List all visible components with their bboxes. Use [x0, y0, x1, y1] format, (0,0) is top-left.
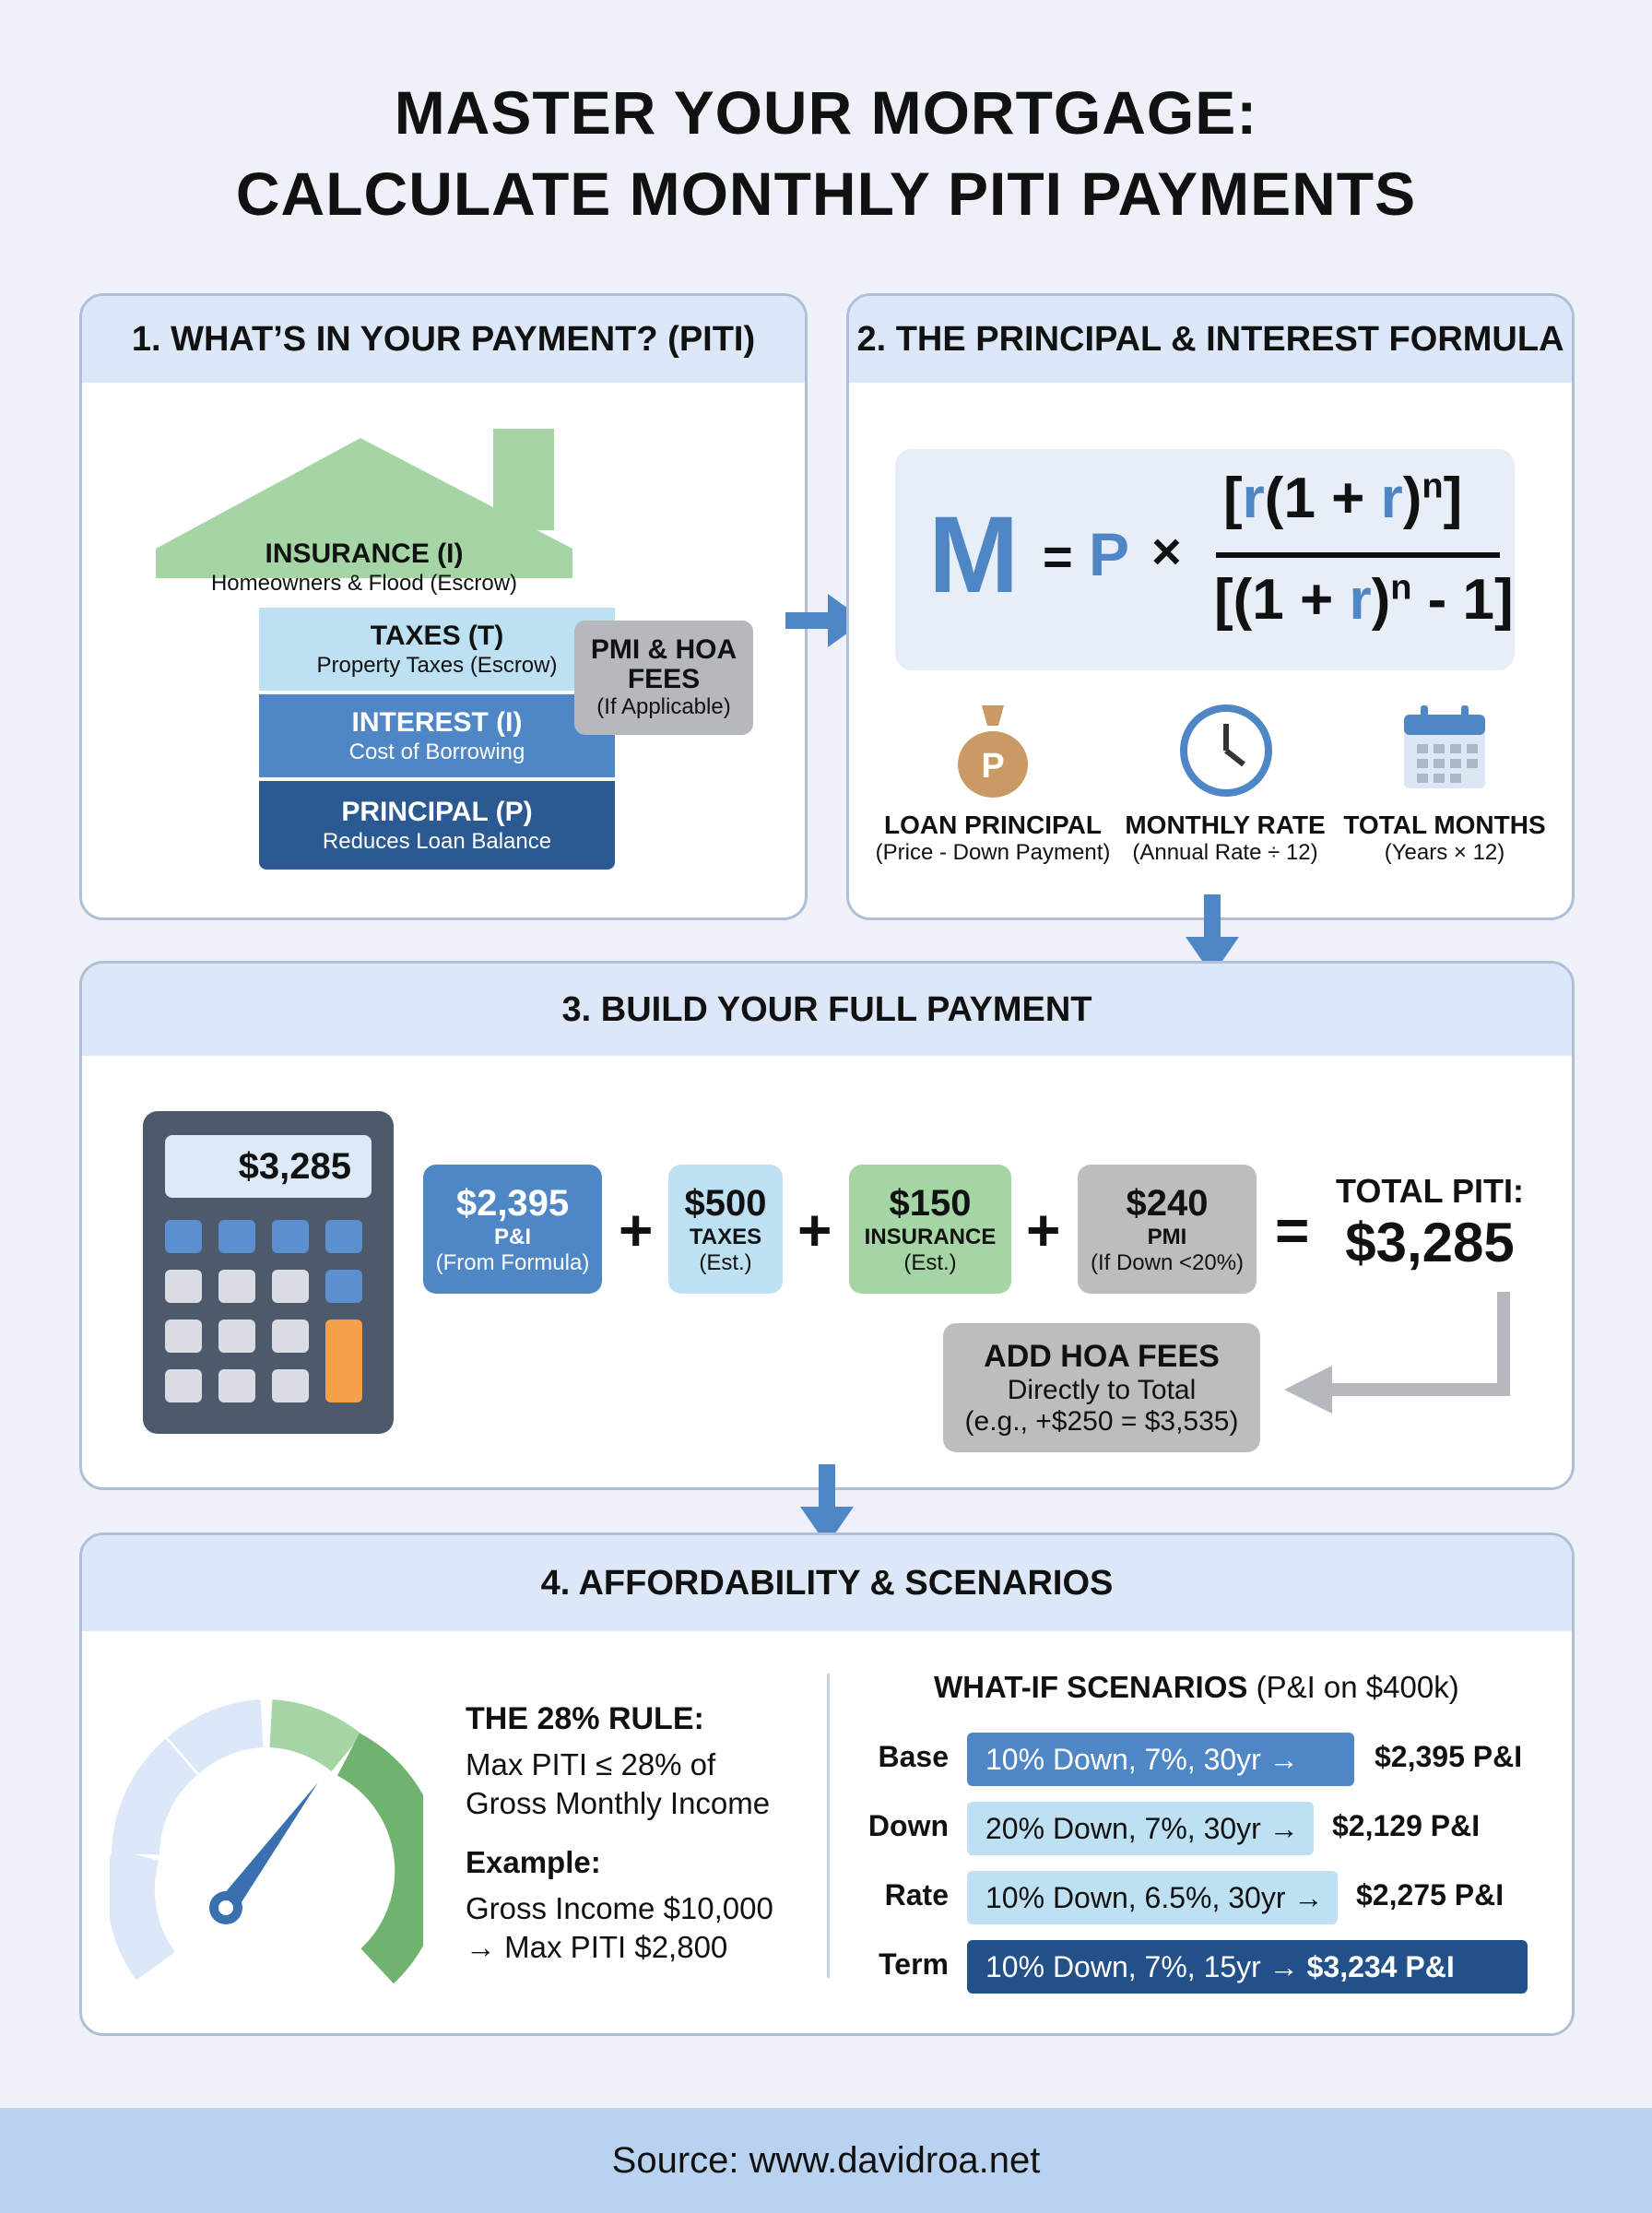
- clock-icon: [1177, 702, 1275, 799]
- pmi-hoa-sub: (If Applicable): [596, 694, 731, 719]
- layer-taxes-sub: Property Taxes (Escrow): [316, 653, 558, 678]
- layer-insurance-heading: INSURANCE (I): [265, 538, 464, 569]
- formula-fraction-bar: [1216, 552, 1500, 558]
- scenario-base-value: $2,395 P&I: [1375, 1740, 1523, 1773]
- layer-insurance-sub: Homeowners & Flood (Escrow): [210, 571, 518, 596]
- equals-sign: =: [1275, 1197, 1310, 1263]
- layer-principal: [259, 781, 615, 870]
- scenarios-heading: WHAT-IF SCENARIOS (P&I on $400k): [934, 1670, 1459, 1704]
- total-piti: [1319, 1172, 1540, 1274]
- section-piti-components: [79, 293, 808, 920]
- component-pi-note: (From Formula): [435, 1249, 590, 1275]
- section-formula: [846, 293, 1575, 920]
- formula-equals: =: [1043, 527, 1073, 586]
- section2-title: 2. THE PRINCIPAL & INTEREST FORMULA: [849, 296, 1572, 383]
- calculator-icon: [143, 1111, 394, 1434]
- component-taxes-label: TAXES: [689, 1224, 762, 1249]
- scenario-down-value: $2,129 P&I: [1332, 1809, 1481, 1842]
- scenario-term-desc: 10% Down, 7%, 15yr →: [985, 1949, 1299, 1983]
- example-line1: Gross Income $10,000: [466, 1891, 773, 1925]
- total-piti-label: TOTAL PITI:: [1336, 1172, 1524, 1210]
- formula-times: ×: [1151, 522, 1182, 580]
- layer-insurance: [134, 534, 595, 600]
- example-title: Example:: [466, 1845, 601, 1879]
- example-text: [466, 1889, 773, 1967]
- scenario-down-label: Down: [867, 1809, 949, 1842]
- rule-title: THE 28% RULE:: [466, 1701, 704, 1736]
- section1-title: 1. WHAT’S IN YOUR PAYMENT? (PITI): [82, 296, 805, 383]
- total-piti-value: $3,285: [1345, 1212, 1515, 1273]
- layer-principal-heading: PRINCIPAL (P): [341, 797, 533, 827]
- hoa-fees-box: [943, 1323, 1260, 1452]
- hoa-line2: (e.g., +$250 = $3,535): [964, 1405, 1239, 1437]
- page-title-line1: MASTER YOUR MORTGAGE:: [394, 78, 1258, 147]
- layer-interest-sub: Cost of Borrowing: [348, 740, 525, 764]
- scenario-rate-bar: 10% Down, 6.5%, 30yr →: [967, 1871, 1338, 1924]
- scenario-rate-label: Rate: [884, 1878, 949, 1911]
- component-insurance: [849, 1165, 1011, 1294]
- footer-source: Source: www.davidroa.net: [0, 2108, 1652, 2213]
- svg-text:P: P: [981, 747, 1005, 786]
- scenario-base-bar: 10% Down, 7%, 30yr →: [967, 1733, 1354, 1786]
- component-pmi-label: PMI: [1147, 1224, 1187, 1249]
- icon-label-loan-principal: LOAN PRINCIPAL (Price - Down Payment): [875, 811, 1111, 865]
- formula-denominator: $[(1 + r)^n - 1]$: [1214, 568, 1514, 632]
- scenario-base-label: Base: [878, 1740, 949, 1773]
- hoa-line1: Directly to Total: [1007, 1374, 1197, 1405]
- component-pi-value: $2,395: [455, 1182, 570, 1224]
- hoa-heading: ADD HOA FEES: [984, 1338, 1220, 1374]
- pmi-hoa-fees-box: [574, 621, 753, 735]
- divider: [827, 1674, 830, 1978]
- return-arrow-icon: [1262, 1288, 1539, 1445]
- icon-label-monthly-rate: MONTHLY RATE (Annual Rate ÷ 12): [1125, 811, 1326, 865]
- component-taxes: [668, 1165, 783, 1294]
- component-taxes-value: $500: [684, 1182, 767, 1224]
- component-pi-label: P&I: [493, 1224, 531, 1249]
- section4-title: 4. AFFORDABILITY & SCENARIOS: [82, 1535, 1572, 1631]
- layer-principal-sub: Reduces Loan Balance: [322, 829, 552, 854]
- formula-box: [895, 449, 1515, 670]
- formula-m: M: [928, 494, 1020, 616]
- formula-p: P: [1089, 520, 1130, 588]
- formula-numerator: $[r(1 + r)^n]$: [1223, 467, 1463, 530]
- section-full-payment: [79, 961, 1575, 1490]
- plus-sign: +: [797, 1197, 832, 1263]
- calendar-icon: [1398, 702, 1491, 794]
- rule-line1: Max PITI ≤ 28% of: [466, 1747, 716, 1781]
- icon-label-total-months: TOTAL MONTHS (Years × 12): [1343, 811, 1546, 865]
- scenario-term-bar: [967, 1940, 1528, 1994]
- gauge-icon: [110, 1698, 423, 2011]
- example-line2: → Max PITI $2,800: [466, 1930, 728, 1964]
- pmi-hoa-line2: FEES: [627, 664, 701, 694]
- section-affordability: [79, 1533, 1575, 2036]
- layer-interest-heading: INTEREST (I): [351, 707, 523, 738]
- money-bag-icon: [947, 700, 1039, 801]
- calculator-display: $3,285: [165, 1135, 372, 1198]
- plus-sign: +: [1026, 1197, 1061, 1263]
- page-title-line2: CALCULATE MONTHLY PITI PAYMENTS: [235, 160, 1417, 228]
- rule-text: [466, 1746, 770, 1823]
- scenario-term-value: $3,234 P&I: [1306, 1949, 1455, 1983]
- component-insurance-value: $150: [889, 1182, 972, 1224]
- scenario-down-bar: 20% Down, 7%, 30yr →: [967, 1802, 1314, 1855]
- component-pmi-note: (If Down <20%): [1090, 1249, 1245, 1275]
- plus-sign: +: [619, 1197, 654, 1263]
- component-insurance-label: INSURANCE: [864, 1224, 997, 1249]
- component-pmi: [1078, 1165, 1257, 1294]
- pmi-hoa-line1: PMI & HOA: [590, 634, 738, 665]
- component-taxes-note: (Est.): [699, 1249, 752, 1275]
- component-pi: [423, 1165, 602, 1294]
- component-insurance-note: (Est.): [903, 1249, 957, 1275]
- section3-title: 3. BUILD YOUR FULL PAYMENT: [82, 964, 1572, 1056]
- layer-taxes-heading: TAXES (T): [370, 621, 504, 651]
- rule-line2: Gross Monthly Income: [466, 1786, 771, 1820]
- scenario-term-label: Term: [879, 1947, 949, 1981]
- scenario-rate-value: $2,275 P&I: [1356, 1878, 1504, 1911]
- component-pmi-value: $240: [1126, 1182, 1209, 1224]
